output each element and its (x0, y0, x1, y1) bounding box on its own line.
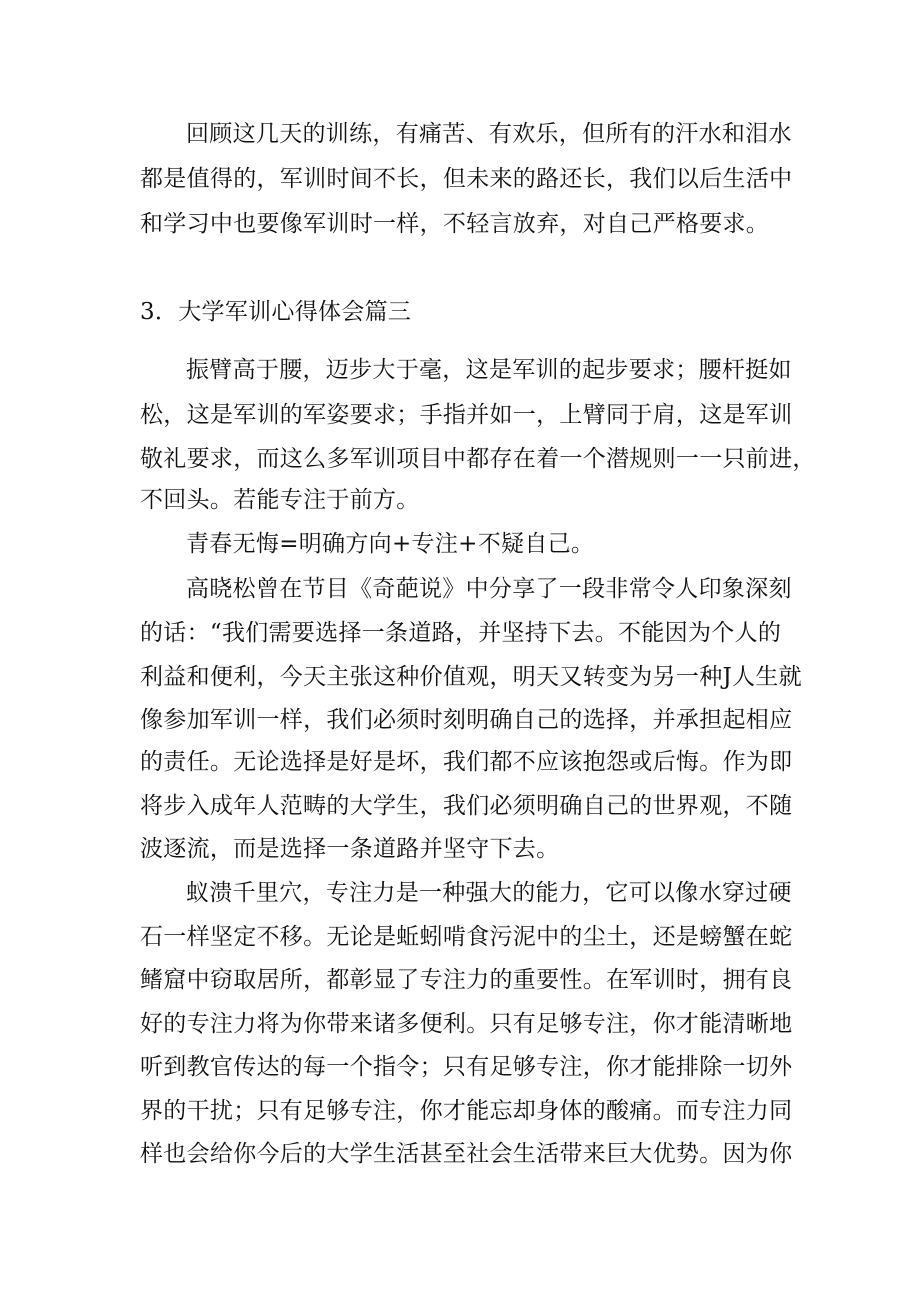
section-heading: 3．大学军训心得体会篇三 (140, 299, 412, 325)
para4-line-3: 利益和便利，今天主张这种价值观，明天又转变为另一种J人生就 (140, 664, 802, 690)
para4-line-1: 高晓松曾在节目《奇葩说》中分享了一段非常令人印象深刻 (186, 576, 792, 602)
para4-line-2: 的话：“我们需要选择一条道路，并坚持下去。不能因为个人的 (140, 620, 782, 646)
para1-line-1: 回顾这几天的训练，有痛苦、有欢乐，但所有的汗水和泪水 (186, 121, 792, 147)
para5-line-6: 界的干扰；只有足够专注，你才能忘却身体的酸痛。而专注力同 (140, 1098, 793, 1124)
para5-line-3: 鳍窟中窃取居所，都彰显了专注力的重要性。在军训时，拥有良 (140, 967, 793, 993)
para5-line-4: 好的专注力将为你带来诸多便利。只有足够专注，你才能清晰地 (140, 1011, 793, 1037)
para1-line-3: 和学习中也要像军训时一样，不轻言放弃，对自己严格要求。 (140, 211, 770, 237)
para4-line-6: 将步入成年人范畴的大学生，我们必须明确自己的世界观，不随 (140, 793, 793, 819)
para2-line-1: 振臂高于腰，迈步大于毫，这是军训的起步要求；腰杆挺如 (186, 357, 792, 383)
para4-line-4: 像参加军训一样，我们必须时刻明确自己的选择，并承担起相应 (140, 707, 793, 733)
para2-line-3: 敬礼要求，而这么多军训项目中都存在着一个潜规则一一只前进， (140, 446, 816, 472)
para2-line-4: 不回头。若能专注于前方。 (140, 487, 420, 513)
para5-line-2: 石一样坚定不移。无论是蚯蚓啃食污泥中的尘土，还是螃蟹在蛇 (140, 924, 793, 950)
para1-line-2: 都是值得的，军训时间不长，但未来的路还长，我们以后生活中 (140, 166, 793, 192)
para3-line-1: 青春无悔=明确方向+专注+不疑自己。 (186, 531, 595, 557)
para5-line-7: 样也会给你今后的大学生活甚至社会生活带来巨大优势。因为你 (140, 1141, 793, 1167)
para4-line-5: 的责任。无论选择是好是坏，我们都不应该抱怨或后悔。作为即 (140, 749, 793, 775)
para4-line-7: 波逐流，而是选择一条道路并坚守下去。 (140, 836, 560, 862)
para5-line-1: 蚁溃千里穴，专注力是一种强大的能力，它可以像水穿过硬 (186, 880, 792, 906)
para5-line-5: 听到教官传达的每一个指令；只有足够专注，你才能排除一切外 (140, 1054, 793, 1080)
para2-line-2: 松，这是军训的军姿要求；手指并如一，上臂同于肩，这是军训 (140, 402, 793, 428)
